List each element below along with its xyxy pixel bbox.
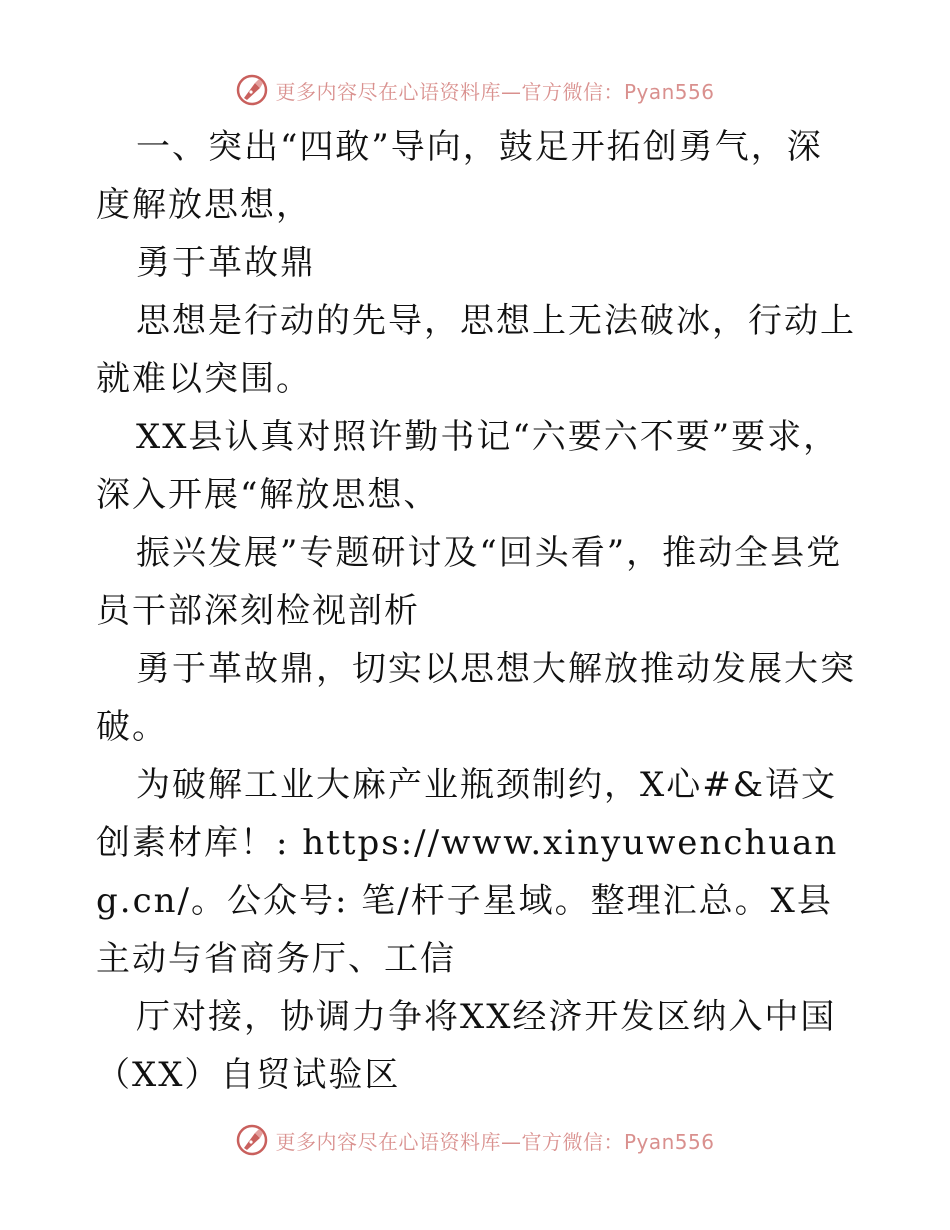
paragraph: XX县认真对照许勤书记“六要六不要”要求，深入开展“解放思想、 (96, 417, 840, 515)
footer-watermark (0, 1120, 950, 1160)
watermark-text: 更多内容尽在心语资料库—官方微信：Pyan556 (275, 1129, 715, 1154)
paragraph: 为破解工业大麻产业瓶颈制约，X心#&语文创素材库！: https://www.xinyuwenchuang.cn/。公众号: 笔/杆子星域。整理汇总。X县主动与省商务厅、工信 (96, 765, 839, 979)
header-watermark (0, 70, 950, 110)
document-body (96, 118, 856, 1104)
pen-nib-logo-icon (235, 73, 269, 107)
paragraph: 一、突出“四敢”导向，鼓足开拓创勇气，深度解放思想， (96, 127, 823, 225)
paragraph: 厅对接，协调力争将XX经济开发区纳入中国（XX）自贸试验区 (96, 997, 837, 1095)
pen-nib-logo-icon (235, 1123, 269, 1157)
paragraph: 勇于革故鼎 (136, 243, 316, 283)
paragraph: 思想是行动的先导，思想上无法破冰，行动上就难以突围。 (96, 301, 856, 399)
paragraph: 勇于革故鼎，切实以思想大解放推动发展大突破。 (96, 649, 856, 747)
paragraph: 振兴发展”专题研讨及“回头看”，推动全县党员干部深刻检视剖析 (96, 533, 843, 631)
watermark-text: 更多内容尽在心语资料库—官方微信：Pyan556 (275, 79, 715, 104)
